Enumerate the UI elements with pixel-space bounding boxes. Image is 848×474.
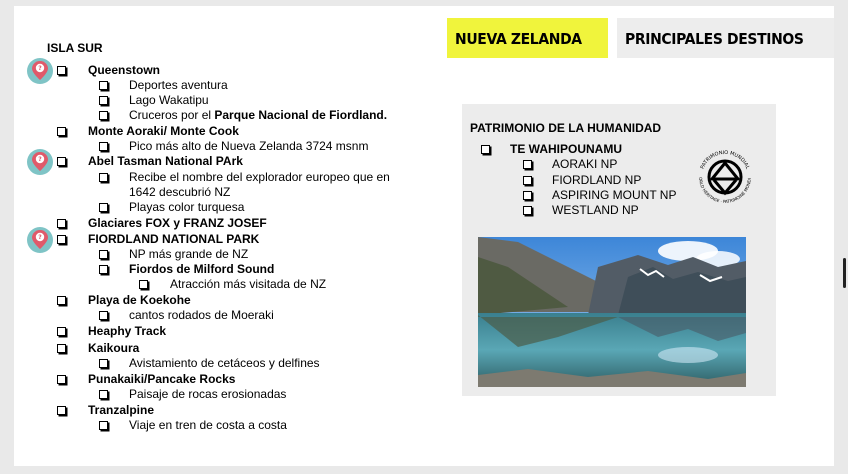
destination-detail: [129, 170, 390, 200]
item-text: Abel Tasman National PArk: [88, 154, 243, 168]
item-text: Punakaiki/Pancake Rocks: [88, 372, 236, 386]
scrollbar-thumb[interactable]: [843, 258, 846, 288]
destination-detail: [129, 200, 244, 215]
checkbox-bullet-icon: [99, 142, 108, 151]
item-text: NP más grande de NZ: [129, 247, 249, 261]
destination-detail: [129, 356, 320, 371]
item-text: Lago Wakatipu: [129, 93, 209, 107]
heritage-park: [552, 203, 639, 218]
checkbox-bullet-icon: [99, 96, 108, 105]
item-text: Tranzalpine: [88, 403, 155, 417]
checkbox-bullet-icon: [523, 206, 532, 215]
destination-item: [88, 372, 235, 387]
item-text: Playas color turquesa: [129, 200, 245, 214]
destination-detail: [129, 93, 209, 108]
item-text: Queenstown: [88, 63, 161, 77]
fiordland-lake-photo: [478, 237, 746, 387]
checkbox-bullet-icon: [481, 145, 490, 154]
checkbox-bullet-icon: [523, 160, 532, 169]
destination-detail: [129, 418, 287, 433]
destination-detail: [129, 262, 274, 277]
checkbox-bullet-icon: [99, 421, 108, 430]
map-pin-icon: [26, 226, 54, 254]
destination-item: [88, 293, 191, 308]
item-bold-text: Parque Nacional de Fiordland.: [214, 108, 388, 122]
destination-item: [88, 63, 160, 78]
world-heritage-emblem: [694, 146, 756, 208]
item-text: Viaje en tren de costa a costa: [129, 418, 287, 432]
checkbox-bullet-icon: [99, 111, 108, 120]
section-title-box: [617, 18, 834, 58]
destination-detail: [129, 108, 387, 123]
destination-item: [88, 341, 139, 356]
item-continuation-text: 1642 descubrió NZ: [129, 185, 231, 199]
heritage-park-label: WESTLAND NP: [552, 203, 639, 217]
checkbox-bullet-icon: [99, 250, 108, 259]
checkbox-bullet-icon: [57, 344, 66, 353]
destination-item: [88, 324, 166, 339]
destination-detail: [170, 277, 326, 292]
item-text: Glaciares FOX y FRANZ JOSEF: [88, 216, 267, 230]
heritage-park: [552, 188, 676, 203]
checkbox-bullet-icon: [57, 127, 66, 136]
destination-item: [88, 154, 243, 169]
destination-item: [88, 216, 267, 231]
checkbox-bullet-icon: [57, 157, 66, 166]
island-heading: ISLA SUR: [47, 41, 103, 55]
svg-text:WORLD HERITAGE · PATRIMOINE MO: ORLD HERITAGE · PATRIMOINE MONDI: [697, 176, 752, 205]
heritage-park-label: ASPIRING MOUNT NP: [552, 188, 677, 202]
destination-detail: [129, 78, 228, 93]
checkbox-bullet-icon: [139, 280, 148, 289]
heritage-park-label: FIORDLAND NP: [552, 173, 642, 187]
item-text: Atracción más visitada de NZ: [170, 277, 327, 291]
item-text: Fiordos de Milford Sound: [129, 262, 275, 276]
destination-detail: [129, 139, 368, 154]
checkbox-bullet-icon: [99, 173, 108, 182]
heritage-panel: [462, 104, 776, 396]
item-text: Recibe el nombre del explorador europeo que en: [129, 170, 390, 184]
checkbox-bullet-icon: [57, 219, 66, 228]
item-text: Playa de Koekohe: [88, 293, 191, 307]
item-text: cantos rodados de Moeraki: [129, 308, 274, 322]
map-pin-icon: [26, 57, 54, 85]
heritage-park: [552, 173, 641, 188]
checkbox-bullet-icon: [57, 296, 66, 305]
checkbox-bullet-icon: [523, 176, 532, 185]
destination-item: [88, 124, 239, 139]
destination-item: [88, 403, 154, 418]
item-text: Avistamiento de cetáceos y delfines: [129, 356, 320, 370]
item-text: Deportes aventura: [129, 78, 228, 92]
destination-detail: [129, 308, 274, 323]
svg-text:?: ?: [38, 156, 42, 164]
item-text: Monte Aoraki/ Monte Cook: [88, 124, 239, 138]
country-title: NUEVA ZELANDA: [455, 30, 582, 48]
country-title-box: [447, 18, 608, 58]
checkbox-bullet-icon: [99, 265, 108, 274]
destination-detail: [129, 387, 286, 402]
item-text: FIORDLAND NATIONAL PARK: [88, 232, 260, 246]
heritage-group-label: TE WAHIPOUNAMU: [510, 142, 622, 156]
destination-detail: [129, 247, 248, 262]
checkbox-bullet-icon: [99, 311, 108, 320]
checkbox-bullet-icon: [99, 359, 108, 368]
svg-text:?: ?: [38, 65, 42, 73]
checkbox-bullet-icon: [57, 235, 66, 244]
svg-text:?: ?: [38, 234, 42, 242]
item-text: Heaphy Track: [88, 324, 167, 338]
heritage-title: PATRIMONIO DE LA HUMANIDAD: [470, 121, 662, 135]
checkbox-bullet-icon: [57, 406, 66, 415]
heritage-group: [510, 142, 622, 157]
item-text: Pico más alto de Nueva Zelanda 3724 msnm: [129, 139, 369, 153]
item-text: Kaikoura: [88, 341, 140, 355]
heritage-park: [552, 157, 617, 172]
checkbox-bullet-icon: [99, 203, 108, 212]
item-text: Cruceros por el: [129, 108, 215, 122]
item-text: Paisaje de rocas erosionadas: [129, 387, 287, 401]
checkbox-bullet-icon: [523, 191, 532, 200]
checkbox-bullet-icon: [99, 81, 108, 90]
destination-item: [88, 232, 259, 247]
section-title: PRINCIPALES DESTINOS: [625, 30, 804, 48]
svg-text:PATRIMONIO MUNDIAL: PATRIMONIO MUNDIAL: [699, 149, 751, 171]
map-pin-icon: [26, 148, 54, 176]
heritage-park-label: AORAKI NP: [552, 157, 618, 171]
checkbox-bullet-icon: [57, 66, 66, 75]
checkbox-bullet-icon: [99, 390, 108, 399]
checkbox-bullet-icon: [57, 375, 66, 384]
checkbox-bullet-icon: [57, 327, 66, 336]
